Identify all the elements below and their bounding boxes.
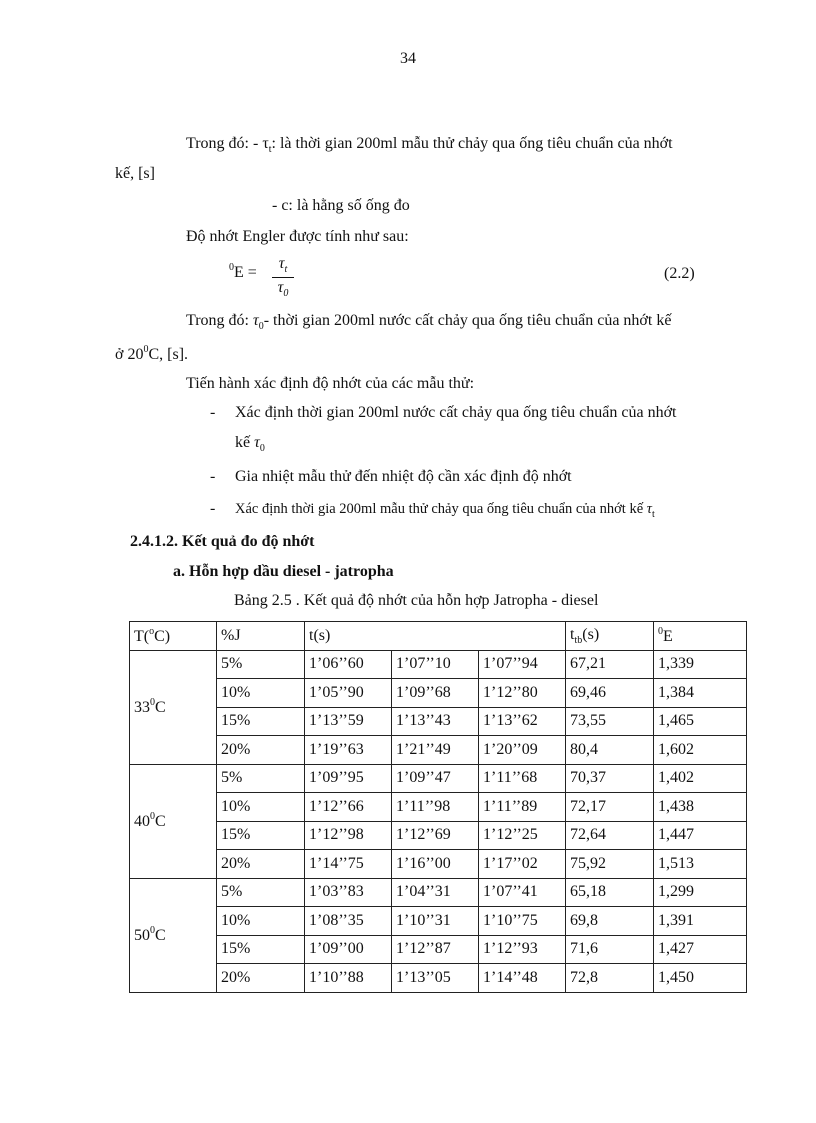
formula-lhs (229, 262, 257, 282)
formula-numerator: $\tau_t$ (278, 255, 288, 275)
average-time-cell: 65,18 (566, 878, 654, 907)
table-row (130, 964, 747, 993)
time-1-cell: 1’10’’88 (305, 964, 392, 993)
time-1-cell: 1’08’’35 (305, 907, 392, 936)
engler-cell: 1,402 (654, 764, 747, 793)
bullet-dash: - (210, 404, 216, 421)
percent-cell: 20% (217, 736, 305, 765)
average-time-cell: 75,92 (566, 850, 654, 879)
percent-cell: 15% (217, 707, 305, 736)
engler-intro: Độ nhớt Engler được tính như sau: (186, 228, 409, 245)
time-1-cell: 1’03’’83 (305, 878, 392, 907)
definition-tau-0-continuation: ở $20^0C$, [s]. (115, 344, 189, 363)
average-time-cell: 72,64 (566, 821, 654, 850)
engler-cell: 1,602 (654, 736, 747, 765)
header-engler: $^0$E (654, 622, 747, 651)
engler-cell: 1,339 (654, 650, 747, 679)
average-time-cell: 71,6 (566, 935, 654, 964)
viscosity-results-table (129, 621, 747, 993)
average-time-cell: 73,55 (566, 707, 654, 736)
engler-cell: 1,465 (654, 707, 747, 736)
time-3-cell: 1’10’’75 (479, 907, 566, 936)
time-2-cell: 1’09’’47 (392, 764, 479, 793)
time-2-cell: 1’09’’68 (392, 679, 479, 708)
table-caption: Bảng 2.5 . Kết quả độ nhớt của hỗn hợp Jatropha - diesel (234, 592, 599, 609)
time-3-cell: 1’12’’80 (479, 679, 566, 708)
bullet-1-line-2: kế $\tau_0$ (235, 434, 265, 454)
percent-cell: 10% (217, 679, 305, 708)
formula-number: (2.2) (664, 265, 695, 282)
definition-constant-c: - c: là hằng số ống đo (272, 197, 410, 214)
time-2-cell: 1’07’’10 (392, 650, 479, 679)
header-average-time: $t_{tb}(s)$ (566, 622, 654, 651)
time-1-cell: 1’09’’00 (305, 935, 392, 964)
subsection-heading: a. Hỗn hợp dầu diesel - jatropha (173, 563, 394, 580)
engler-cell: 1,391 (654, 907, 747, 936)
table-row (130, 764, 747, 793)
table-header-row (130, 622, 747, 651)
section-heading: 2.4.1.2. Kết quả đo độ nhớt (130, 533, 315, 550)
time-3-cell: 1’20’’09 (479, 736, 566, 765)
definition-tau-0: Trong đó: $\tau_0-$ thời gian 200ml nước cất chảy qua ống tiêu chuẩn của nhớt kế (186, 312, 672, 332)
time-3-cell: 1’12’’25 (479, 821, 566, 850)
time-1-cell: 1’12’’66 (305, 793, 392, 822)
table-row (130, 650, 747, 679)
time-3-cell: 1’07’’94 (479, 650, 566, 679)
temperature-cell: $33^0C$ (130, 650, 217, 764)
time-1-cell: 1’09’’95 (305, 764, 392, 793)
time-2-cell: 1’13’’43 (392, 707, 479, 736)
table-row (130, 821, 747, 850)
engler-cell: 1,447 (654, 821, 747, 850)
percent-cell: 5% (217, 764, 305, 793)
percent-cell: 10% (217, 793, 305, 822)
time-3-cell: 1’12’’93 (479, 935, 566, 964)
table-row (130, 736, 747, 765)
definition-text: : là thời gian 200ml mẫu thử chảy qua ống tiêu chuẩn của nhớt (271, 135, 673, 152)
bullet-2: Gia nhiệt mẫu thử đến nhiệt độ cần xác định độ nhớt (235, 468, 572, 485)
time-2-cell: 1’12’’87 (392, 935, 479, 964)
time-1-cell: 1’14’’75 (305, 850, 392, 879)
table-row (130, 850, 747, 879)
time-3-cell: 1’11’’68 (479, 764, 566, 793)
percent-cell: 5% (217, 878, 305, 907)
average-time-cell: 72,17 (566, 793, 654, 822)
time-3-cell: 1’11’’89 (479, 793, 566, 822)
procedure-intro: Tiến hành xác định độ nhớt của các mẫu thử: (186, 375, 475, 392)
bullet-dash: - (210, 468, 216, 485)
time-2-cell: 1’16’’00 (392, 850, 479, 879)
average-time-cell: 69,8 (566, 907, 654, 936)
definition-tau-t (186, 135, 673, 155)
tau-t-subscript: t (268, 144, 272, 155)
average-time-cell: 67,21 (566, 650, 654, 679)
time-3-cell: 1’17’’02 (479, 850, 566, 879)
table-row (130, 878, 747, 907)
time-3-cell: 1’07’’41 (479, 878, 566, 907)
definition-continuation: kế, [s] (115, 165, 155, 182)
time-2-cell: 1’10’’31 (392, 907, 479, 936)
header-time: t(s) (305, 622, 566, 651)
average-time-cell: 72,8 (566, 964, 654, 993)
engler-cell: 1,438 (654, 793, 747, 822)
table-row (130, 793, 747, 822)
time-1-cell: 1’13’’59 (305, 707, 392, 736)
time-2-cell: 1’21’’49 (392, 736, 479, 765)
average-time-cell: 70,37 (566, 764, 654, 793)
table-row (130, 935, 747, 964)
time-2-cell: 1’13’’05 (392, 964, 479, 993)
percent-cell: 15% (217, 935, 305, 964)
time-3-cell: 1’14’’48 (479, 964, 566, 993)
time-3-cell: 1’13’’62 (479, 707, 566, 736)
formula-denominator: $\tau_0$ (277, 279, 289, 299)
fraction-bar (272, 277, 294, 278)
engler-cell: 1,513 (654, 850, 747, 879)
header-temperature: T($^o$C) (130, 622, 217, 651)
bullet-dash: - (210, 500, 216, 517)
time-1-cell: 1’05’’90 (305, 679, 392, 708)
time-1-cell: 1’06’’60 (305, 650, 392, 679)
time-1-cell: 1’12’’98 (305, 821, 392, 850)
tau-0-symbol: τ (252, 312, 259, 329)
time-2-cell: 1’04’’31 (392, 878, 479, 907)
table-row (130, 707, 747, 736)
percent-cell: 20% (217, 850, 305, 879)
time-2-cell: 1’12’’69 (392, 821, 479, 850)
engler-cell: 1,384 (654, 679, 747, 708)
engler-cell: 1,427 (654, 935, 747, 964)
percent-cell: 15% (217, 821, 305, 850)
engler-cell: 1,299 (654, 878, 747, 907)
page-number: 34 (400, 50, 416, 67)
formula-degree-sup: 0 (229, 262, 234, 273)
definition-intro: Trong đó: - τ (186, 135, 269, 152)
temperature-cell: $50^0C$ (130, 878, 217, 992)
percent-cell: 10% (217, 907, 305, 936)
table-row (130, 907, 747, 936)
time-1-cell: 1’19’’63 (305, 736, 392, 765)
table-row (130, 679, 747, 708)
average-time-cell: 69,46 (566, 679, 654, 708)
engler-cell: 1,450 (654, 964, 747, 993)
header-percent-jatropha: %J (217, 622, 305, 651)
percent-cell: 5% (217, 650, 305, 679)
percent-cell: 20% (217, 964, 305, 993)
bullet-1-line-1: Xác định thời gian 200ml nước cất chảy qua ống tiêu chuẩn của nhớt (235, 404, 677, 421)
bullet-3: Xác định thời gia 200ml mẫu thử chảy qua ống tiêu chuẩn của nhớt kế $\tau_t$ (235, 501, 655, 520)
temperature-cell: $40^0C$ (130, 764, 217, 878)
time-2-cell: 1’11’’98 (392, 793, 479, 822)
formula-lhs-text: E = (234, 264, 257, 281)
average-time-cell: 80,4 (566, 736, 654, 765)
